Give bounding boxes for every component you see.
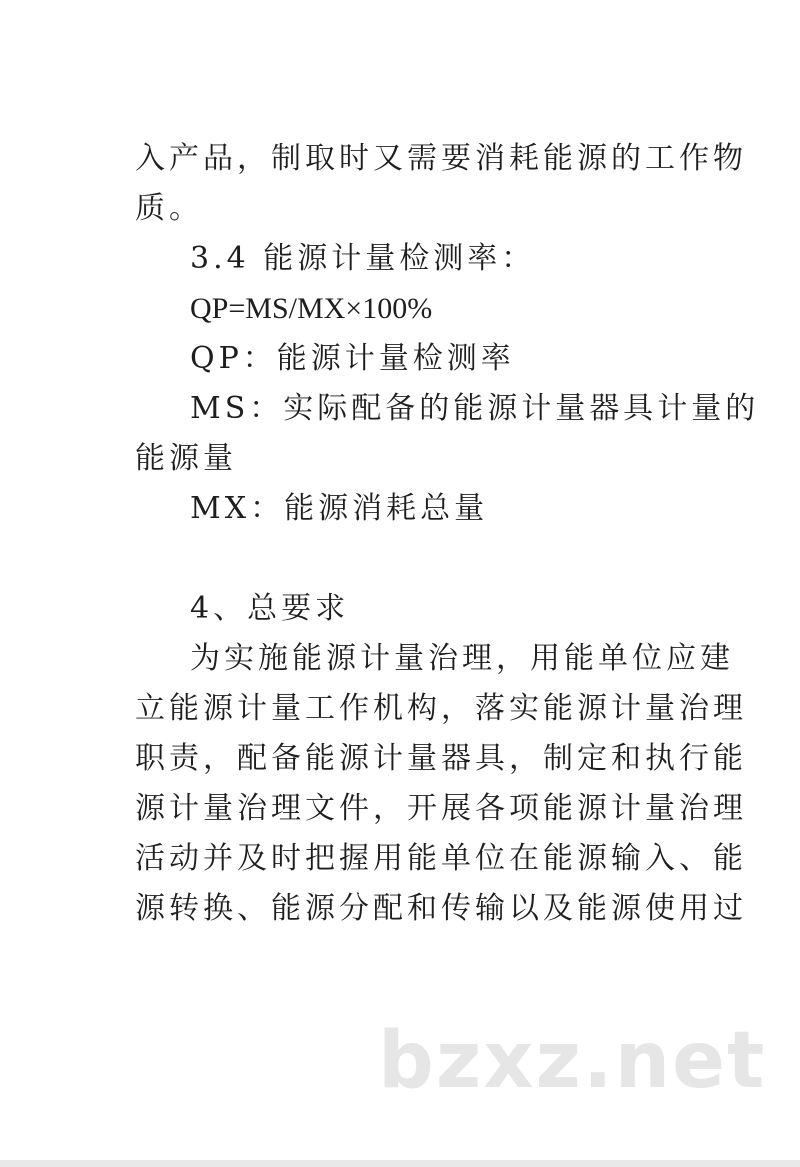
page-bottom-border bbox=[0, 1160, 800, 1167]
formula: QP=MS/MX×100% bbox=[190, 292, 433, 325]
formula-definition: MX：能源消耗总量 bbox=[190, 491, 489, 526]
paragraph-line: 源转换、能源分配和传输以及能源使用过 bbox=[135, 891, 747, 926]
formula-definition: QP：能源计量检测率 bbox=[190, 341, 515, 376]
paragraph-line: 立能源计量工作机构，落实能源计量治理 bbox=[135, 691, 747, 726]
text-line: 能源量 bbox=[135, 441, 237, 476]
formula-definition: MS：实际配备的能源计量器具计量的 bbox=[190, 391, 760, 426]
watermark: bzxz.net bbox=[378, 1016, 767, 1106]
section-heading: 3.4 能源计量检测率： bbox=[190, 241, 536, 276]
text-line: 质。 bbox=[135, 191, 203, 226]
section-heading: 4、总要求 bbox=[190, 591, 350, 626]
text-line: 入产品，制取时又需要消耗能源的工作物 bbox=[135, 141, 747, 176]
paragraph-line: 活动并及时把握用能单位在能源输入、能 bbox=[135, 841, 747, 876]
paragraph-line: 职责，配备能源计量器具，制定和执行能 bbox=[135, 741, 747, 776]
paragraph-line: 源计量治理文件，开展各项能源计量治理 bbox=[135, 791, 747, 826]
paragraph-line: 为实施能源计量治理，用能单位应建 bbox=[190, 641, 734, 676]
